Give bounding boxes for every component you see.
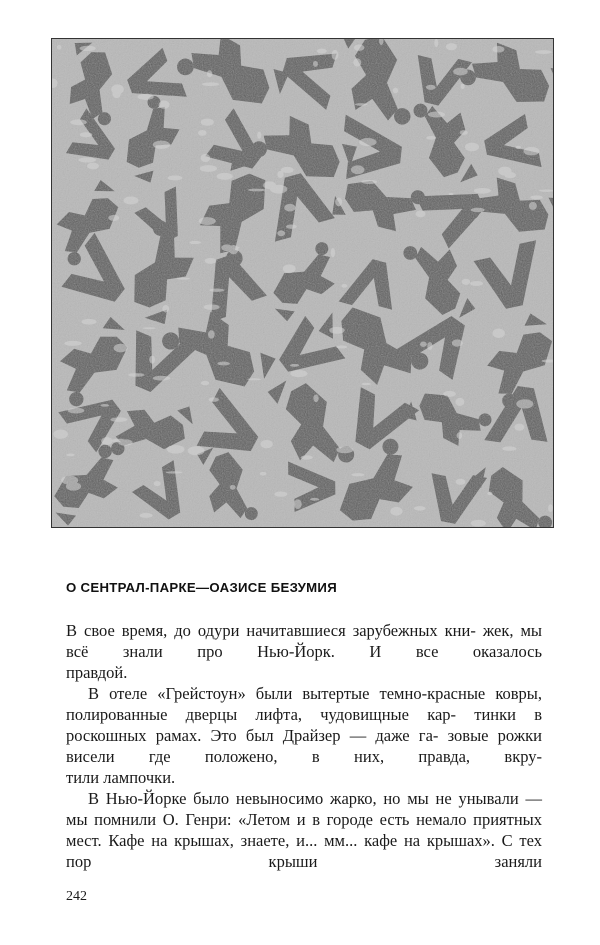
mottle-spot [61,476,78,485]
mottle-spot [208,330,215,338]
paragraph-2-end [66,767,542,788]
mottle-spot [426,136,436,140]
mottle-spot [230,485,236,490]
mottle-spot [336,447,353,454]
mottle-spot [535,50,552,54]
mottle-spot [217,362,230,366]
mottle-spot [199,217,216,225]
paragraph-2 [66,683,542,767]
mottle-spot [336,345,347,348]
mottle-spot [64,341,81,346]
mottle-spot [188,446,205,455]
mottle-spot [335,198,342,207]
mottle-spot [207,70,212,77]
mottle-spot [317,49,327,54]
mottle-spot [100,404,109,407]
mottle-spot [361,180,377,184]
mottle-spot [301,455,313,459]
mottle-spot [329,327,345,334]
mottle-spot [362,383,371,386]
body-text [66,620,542,872]
mottle-spot [359,138,376,146]
mottle-spot [331,248,335,257]
mottle-spot [449,193,454,195]
mottle-spot [128,373,144,377]
mottle-spot [416,210,426,217]
mottle-spot [167,445,185,454]
mottle-spot [222,246,240,249]
mottle-spot [465,143,479,152]
mottle-spot [138,94,154,100]
line: есть немало приятных мест. Кафе на крышах, знаете, [66,810,543,850]
mottle-spot [456,479,466,485]
mottle-spot [493,329,505,339]
mottle-spot [153,141,170,149]
mottle-spot [281,167,294,173]
mottle-spot [162,305,169,312]
mottle-spot [80,132,93,137]
mottle-spot [201,154,211,162]
mottle-spot [530,195,543,199]
mottle-spot [140,513,153,518]
mottle-spot [516,399,533,408]
line: тинки в роскошных рамах. Это был Драйзер — даже га- [66,705,542,745]
mottle-spot [393,88,398,94]
mottle-spot [313,395,318,403]
mottle-spot [260,472,267,476]
mottle-spot [111,84,124,94]
mottle-spot [462,279,470,285]
mottle-spot [427,342,432,350]
mottle-spot [257,132,261,139]
mottle-spot [286,224,297,228]
mottle-spot [504,172,516,178]
mottle-spot [277,230,285,236]
mottle-spot [487,492,492,495]
mottle-spot [168,176,183,181]
page-number: 242 [66,889,87,904]
mottle-spot [290,364,299,367]
mottle-spot [66,454,74,457]
mottle-spot [68,408,85,414]
mottle-spot [290,370,307,377]
mottle-spot [460,130,468,135]
mottle-spot [453,68,468,76]
mottle-spot [284,204,295,212]
mottle-spot [294,499,302,509]
line: унывали — мы помнили О. Генри: «Летом и в городе [66,789,543,829]
mottle-spot [548,504,553,512]
paragraph-1 [66,620,542,662]
line: В отеле «Грейстоун» были вытертые темно-красные [88,684,486,703]
mottle-spot [198,130,207,136]
line: В Нью-Йорке было невыносимо жарко, но мы не [88,789,452,808]
mottle-spot [471,208,485,212]
mottle-spot [124,196,139,204]
mottle-spot [261,440,273,448]
mottle-spot [110,417,127,422]
mottle-spot [201,381,209,385]
mottle-spot [446,43,457,50]
mottle-spot [209,288,224,291]
mottle-spot [274,492,287,497]
illustration-pattern [52,39,553,527]
paragraph-1-end [66,662,542,683]
mottle-spot [492,46,504,53]
mottle-spot [502,446,516,450]
mottle-spot [529,202,537,210]
mottle-spot [87,163,99,170]
line: и... мм... кафе на крышах». С тех пор крыши заняли [66,831,542,871]
mottle-spot [82,319,97,325]
mottle-spot [101,437,112,445]
mottle-spot [53,429,68,438]
mottle-spot [78,157,96,162]
mottle-spot [353,58,361,66]
mottle-spot [189,241,201,244]
mottle-spot [270,185,287,194]
mottle-spot [455,398,464,406]
mottle-spot [457,432,463,439]
mottle-spot [114,344,128,353]
mottle-spot [390,507,402,516]
mottle-spot [248,189,266,192]
mottle-spot [177,278,190,280]
line: жек, мы всё знали про Нью-Йорк. И все оказалось [66,621,543,661]
mottle-spot [159,101,170,109]
mottle-spot [70,119,87,125]
mottle-spot [111,439,127,443]
mottle-spot [57,45,61,50]
line: тили лампочки. [66,768,176,787]
mottle-spot [452,339,463,346]
mottle-spot [200,165,217,172]
mottle-spot [204,304,220,310]
illustration [51,38,554,528]
mottle-spot [434,39,438,47]
mottle-spot [470,281,483,286]
mottle-spot [351,165,365,174]
mottle-spot [80,46,96,51]
mottle-spot [420,342,427,347]
mottle-spot [209,397,219,402]
mottle-spot [283,264,296,273]
mottle-spot [143,327,156,329]
mottle-spot [149,356,155,364]
mottle-spot [351,473,364,476]
mottle-spot [516,146,521,149]
mottle-spot [247,378,261,380]
mottle-spot [201,119,214,126]
mottle-spot [354,44,365,50]
mottle-spot [217,173,233,180]
section-heading: О СЕНТРАЛ-ПАРКЕ—ОАЗИСЕ БЕЗУМИЯ [66,580,337,595]
mottle-spot [202,82,219,86]
mottle-spot [205,258,217,264]
mottle-spot [154,481,161,486]
mottle-spot [524,147,540,155]
line: ковры, полированные дверцы лифта, чудовищные кар- [66,684,542,724]
mottle-spot [426,85,436,90]
mottle-spot [153,376,171,381]
mottle-spot [313,61,318,67]
mottle-spot [332,50,339,60]
line: зовые рожки висели где положено, в них, правда, вкру- [66,726,543,766]
line: В свое время, до одури начитавшиеся зарубежных кни- [66,621,476,640]
paragraph-3 [66,788,542,872]
mottle-spot [166,471,183,473]
mottle-spot [428,112,445,118]
mottle-spot [414,506,426,510]
mottle-spot [342,284,348,288]
mottle-spot [514,424,524,431]
mottle-spot [108,215,119,221]
mottle-spot [355,103,367,106]
mottle-spot [474,188,491,194]
mottle-spot [471,520,486,527]
mottle-spot [461,84,465,89]
mottle-spot [310,498,319,501]
line: правдой. [66,663,128,682]
mottle-spot [443,391,456,397]
